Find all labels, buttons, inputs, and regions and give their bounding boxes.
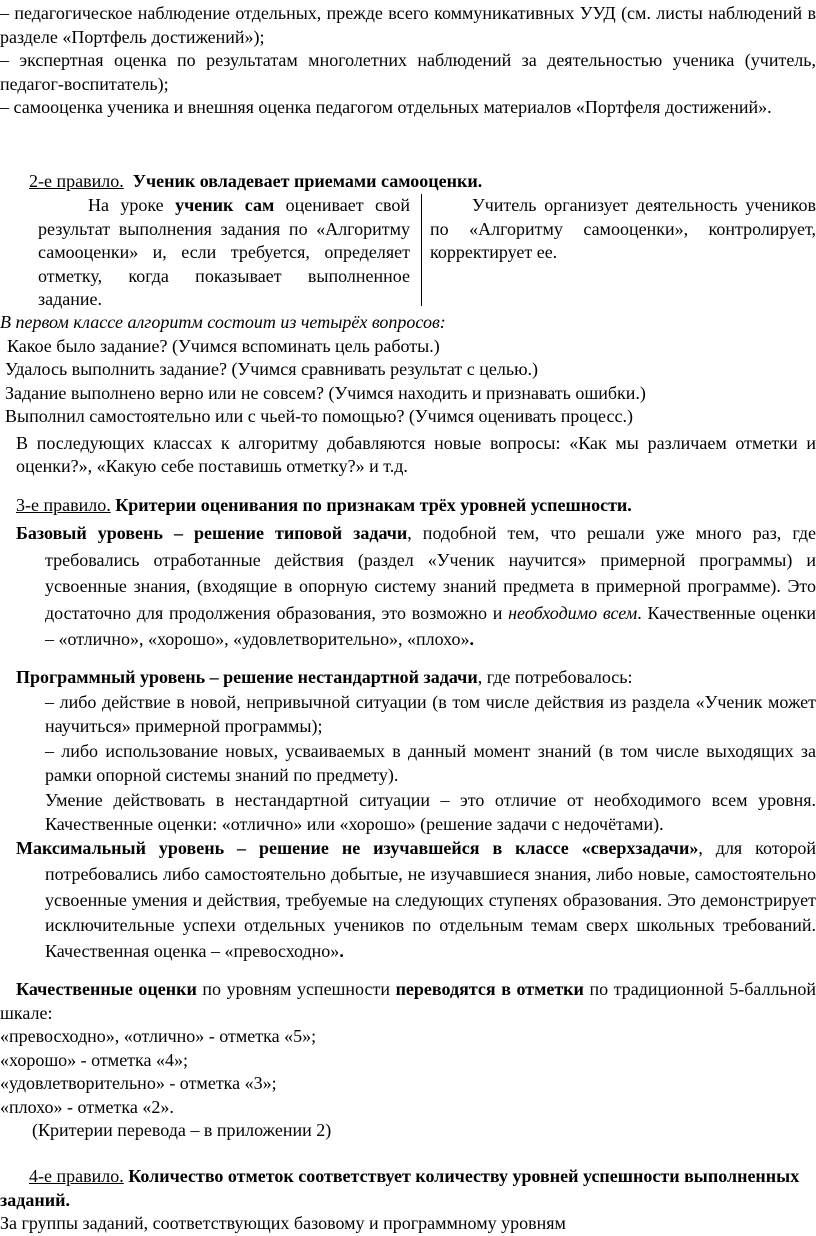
intro-item: – самооценка ученика и внешняя оценка педагогом отдельных материалов «Портфеля достижений».: [0, 97, 772, 117]
rule2-title: Ученик овладевает приемами самооценки.: [132, 171, 483, 191]
algorithm-question: Задание выполнено верно или не совсем? (Учимся находить и признавать ошибки.): [5, 382, 646, 403]
program-item: – либо действие в новой, непривычной ситуации (в том числе действия из раздела «Ученик может научиться» примерной программы);: [45, 691, 816, 736]
program-item: – либо использование новых, усваиваемых в данный момент знаний (в том числе выходящих за рамки опорной системы знаний по предмету).: [45, 740, 816, 785]
rule4-title: Количество отметок соответствует количеству уровней успешности выполненных заданий.: [0, 1166, 800, 1210]
rule2-table: [38, 194, 816, 309]
algorithm-next: В последующих классах к алгоритму добавляются новые вопросы: «Как мы различаем отметки и оценки?», «Какую себе поставишь отметку?» и т.д.: [16, 432, 816, 476]
scale-item: «превосходно», «отлично» - отметка «5»;: [0, 1026, 317, 1046]
program-note: Умение действовать в нестандартной ситуации – это отличие от необходимого всем уровня. Качественные оценки: «отлично» или «хорошо» (решение задачи с недочётами).: [45, 789, 816, 834]
appendix-note: (Критерии перевода – в приложении 2): [32, 1120, 332, 1140]
scale-item: «удовлетворительно» - отметка «3»;: [0, 1073, 277, 1093]
basic-level: Базовый уровень – решение типовой задачи, подобной тем, что решали уже много раз, где требовались отработанные действия (раздел «Ученик научится» примерной программы) и усвоенные знания, (входящие в опорную систему знаний предмета в примерной программе). Это достаточно для продолжения образования, это возможно и необходимо всем. Качественные оценки – «отлично», «хорошо», «удовлетворительно», «плохо».: [16, 523, 816, 649]
program-level: Программный уровень – решение нестандартной задачи, где потребовалось: – либо действие в новой, непривычной ситуации (в том числе действия из раздела «Ученик может научиться» примерной программы); – либо использование новых, усваиваемых в данный момент знаний (в том числе выходящих за рамки опорной системы знаний по предмету). Умение действовать в нестандартной ситуации – это отличие от необходимого всем уровня. Качественные оценки: «отлично» или «хорошо» (решение задачи с недочётами).: [16, 667, 816, 834]
algorithm-question: Какое было задание? (Учимся вспоминать цель работы.): [7, 335, 440, 356]
intro-item: – экспертная оценка по результатам многолетних наблюдений за деятельностью ученика (учитель, педагог-воспитатель);: [0, 50, 816, 94]
scale-item: «хорошо» - отметка «4»;: [0, 1049, 189, 1070]
rule4-section: [0, 1165, 816, 1236]
rule4-text: За группы заданий, соответствующих базовому и программному уровням: [0, 1213, 566, 1233]
rule2-label: 2-е правило.: [29, 171, 124, 191]
rule3-heading: [0, 494, 816, 518]
max-level: Максимальный уровень – решение не изучавшейся в классе «сверхзадачи», для которой потребовались либо самостоятельно добытые, не изучавшиеся знания, либо новые, самостоятельно усвоенные умения и действия, требуемые на следующих ступенях образования. Это демонстрирует исключительные успехи отдельных учеников по отдельным темам сверх школьных требований. Качественная оценка – «превосходно».: [16, 838, 816, 962]
rule2-heading: [0, 170, 816, 194]
rule2-student-cell: На уроке ученик сам оценивает свой результат выполнения задания по «Алгоритму самооценки» и, если требуется, определяет отметку, когда показывает выполненное задание.: [38, 195, 410, 309]
intro-item: – педагогическое наблюдение отдельных, прежде всего коммуникативных УУД (см. листы наблюдений в разделе «Портфель достижений»);: [0, 3, 816, 47]
algorithm-intro: В первом классе алгоритм состоит из четырёх вопросов:: [0, 312, 446, 332]
intro-list: [0, 2, 816, 120]
rule2-teacher-cell: Учитель организует деятельность учеников по «Алгоритму самооценки», контролирует, корректирует ее.: [430, 195, 816, 262]
scale-item: «плохо» - отметка «2».: [0, 1096, 174, 1117]
algorithm-question: Удалось выполнить задание? (Учимся сравнивать результат с целью.): [5, 359, 539, 379]
algorithm-section: [0, 311, 816, 479]
algorithm-question: Выполнил самостоятельно или с чьей-то помощью? (Учимся оценивать процесс.): [5, 406, 633, 426]
rule4-label: 4-е правило.: [29, 1166, 124, 1186]
conversion-section: Качественные оценки по уровням успешности переводятся в отметки по традиционной 5-балльной шкале: «превосходно», «отлично» - отметка «5»; «хорошо» - отметка «4»; «удовлетворительно» - отметка «3»; «плохо» - отметка «2». (Критерии перевода – в приложении 2): [0, 978, 816, 1143]
table-divider: [421, 194, 422, 306]
rule3-label: 3-е правило.: [16, 495, 111, 515]
rule3-title: Критерии оценивания по признакам трёх уровней успешности.: [115, 495, 632, 515]
